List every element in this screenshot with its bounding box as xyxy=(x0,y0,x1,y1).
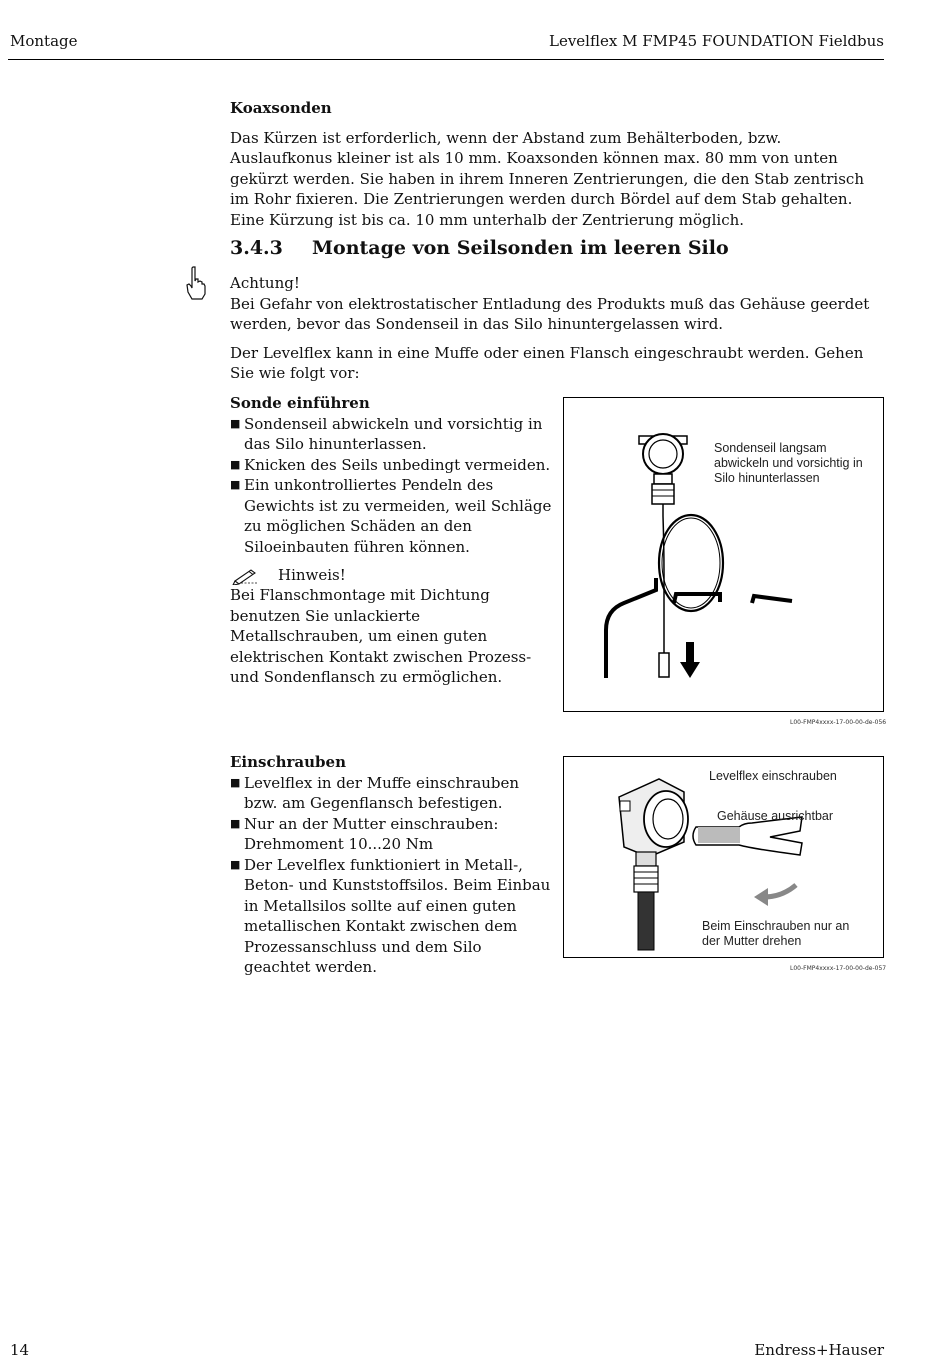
caution-title: Achtung! xyxy=(230,274,300,292)
figure2-ref: L00-FMP4xxxx-17-00-00-de-057 xyxy=(790,965,887,972)
list-item: ■ Der Levelflex funktioniert in Metall-, Beton- und Kunststoffsilos. Beim Einbau in Metallsilos sollte auf einen guten metallischen Kontakt zwischen dem Prozessanschluss und dem Silo geachtet werden. xyxy=(230,855,552,978)
header-divider xyxy=(8,59,884,60)
list-item: ■ Knicken des Seils unbedingt vermeiden. xyxy=(230,455,552,476)
header-product: Levelflex M FMP45 FOUNDATION Fieldbus xyxy=(548,32,884,50)
header-section: Montage xyxy=(10,32,78,50)
figure1-label: Sondenseil langsam abwickeln und vorsichtig in Silo hinunterlassen xyxy=(714,441,863,485)
figure2-label1: Levelflex einschrauben xyxy=(709,769,837,783)
sonde-section xyxy=(230,393,552,688)
list-item: ■ Nur an der Mutter einschrauben: Drehmoment 10...20 Nm xyxy=(230,814,552,855)
pencil-note-icon xyxy=(232,567,260,591)
list-item: ■ Ein unkontrolliertes Pendeln des Gewichts ist zu vermeiden, weil Schläge zu möglichen Schäden an den Siloeinbauten führen können. xyxy=(230,475,552,557)
figure-screw-in xyxy=(563,756,884,958)
caution-block xyxy=(230,273,884,384)
note-text: Bei Flanschmontage mit Dichtung benutzen Sie unlackierte Metallschrauben, um einen guten elektrischen Kontakt zwischen Prozess- und Sondenflansch zu ermöglichen. xyxy=(230,586,532,686)
note-heading xyxy=(230,565,552,585)
section-number: 3.4.3 xyxy=(230,237,283,259)
footer-brand: Endress+Hauser xyxy=(754,1341,884,1359)
figure2-label3: Beim Einschrauben nur an der Mutter drehen xyxy=(702,919,850,948)
list-item: ■ Sondenseil abwickeln und vorsichtig in das Silo hinunterlassen. xyxy=(230,414,552,455)
einschrauben-list xyxy=(230,773,552,978)
caution-text: Bei Gefahr von elektrostatischer Entladung des Produkts muß das Gehäuse geerdet werden, bevor das Sondenseil in das Silo hinuntergelassen wird. xyxy=(230,294,870,333)
page-number: 14 xyxy=(10,1341,30,1359)
section-intro: Der Levelflex kann in eine Muffe oder einen Flansch eingeschraubt werden. Gehen Sie wie folgt vor: xyxy=(230,343,864,382)
koax-section xyxy=(230,98,884,230)
pointing-hand-icon xyxy=(184,265,208,301)
section-title: Montage von Seilsonden im leeren Silo xyxy=(312,237,729,259)
figure1-ref: L00-FMP4xxxx-17-00-00-de-056 xyxy=(790,719,887,726)
einschrauben-title: Einschrauben xyxy=(230,753,346,771)
einschrauben-section xyxy=(230,752,552,978)
sonde-list xyxy=(230,414,552,558)
list-item: ■ Levelflex in der Muffe einschrauben bzw. am Gegenflansch befestigen. xyxy=(230,773,552,814)
section-heading xyxy=(230,238,729,259)
figure2-label2: Gehäuse ausrichtbar xyxy=(717,809,834,823)
figure-rope-probe xyxy=(563,397,884,712)
koax-text: Das Kürzen ist erforderlich, wenn der Abstand zum Behälterboden, bzw. Auslaufkonus kleiner ist als 10 mm. Koaxsonden können max. 80 mm von unten gekürzt werden. Sie haben in ihrem Inneren Zentrierungen, die den Stab zentrisch im Rohr fixieren. Die Zentrierungen werden durch Bördel auf dem Stab gehalten. Eine Kürzung ist bis ca. 10 mm unterhalb der Zentrierung möglich. xyxy=(230,128,864,229)
koax-title: Koaxsonden xyxy=(230,99,332,117)
sonde-title: Sonde einführen xyxy=(230,394,370,412)
note-title: Hinweis! xyxy=(278,566,346,584)
